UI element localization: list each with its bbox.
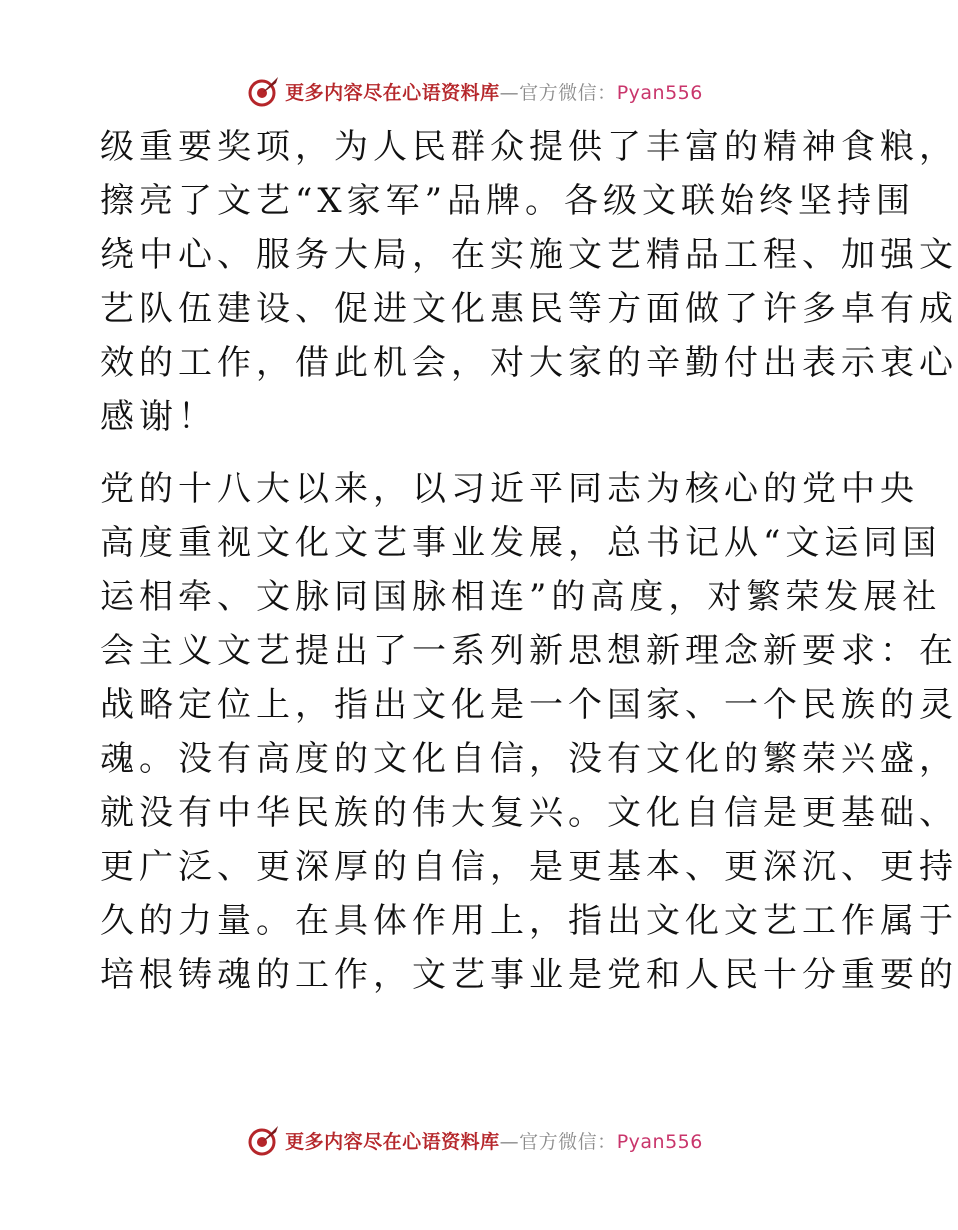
text-line: 会主义文艺提出了一系列新思想新理念新要求：在 xyxy=(100,631,958,671)
banner-wechat-label: 官方微信： xyxy=(519,1130,617,1153)
banner-dash: — xyxy=(499,81,520,104)
text-line: 更广泛、更深厚的自信，是更基本、更深沉、更持 xyxy=(100,847,958,887)
quill-logo-icon xyxy=(247,1123,281,1157)
text-line: 党的十八大以来，以习近平同志为核心的党中央 xyxy=(100,469,919,509)
banner-text xyxy=(285,1127,703,1154)
text-line: 艺队伍建设、促进文化惠民等方面做了许多卓有成 xyxy=(100,289,958,329)
banner-text xyxy=(285,78,703,105)
banner-wechat-id: Pyan556 xyxy=(616,1130,703,1153)
banner-wechat-label: 官方微信： xyxy=(519,81,617,104)
text-line: 效的工作，借此机会，对大家的辛勤付出表示衷心 xyxy=(100,343,958,383)
text-line: 战略定位上，指出文化是一个国家、一个民族的灵 xyxy=(100,685,958,725)
text-line: 魂。没有高度的文化自信，没有文化的繁荣兴盛， xyxy=(100,739,958,779)
paragraph-gap xyxy=(100,444,852,462)
text-line: 久的力量。在具体作用上，指出文化文艺工作属于 xyxy=(100,901,958,941)
text-line: 就没有中华民族的伟大复兴。文化自信是更基础、 xyxy=(100,793,958,833)
text-line: 高度重视文化文艺事业发展，总书记从“文运同国 xyxy=(100,523,942,563)
banner-wechat-id: Pyan556 xyxy=(616,81,703,104)
banner-main-text: 更多内容尽在心语资料库 xyxy=(285,81,500,104)
text-line: 擦亮了文艺“X家军”品牌。各级文联始终坚持围 xyxy=(100,181,915,221)
paragraph-2 xyxy=(100,462,958,1002)
banner-main-text: 更多内容尽在心语资料库 xyxy=(285,1130,500,1153)
text-line: 感谢！ xyxy=(100,397,217,437)
document-body xyxy=(100,120,958,1002)
banner-dash: — xyxy=(499,1130,520,1153)
text-line: 培根铸魂的工作，文艺事业是党和人民十分重要的 xyxy=(100,955,958,995)
text-line: 绕中心、服务大局，在实施文艺精品工程、加强文 xyxy=(100,235,958,275)
quill-logo-icon xyxy=(247,74,281,108)
paragraph-1 xyxy=(100,120,958,444)
text-line: 级重要奖项，为人民群众提供了丰富的精神食粮， xyxy=(100,127,958,167)
header-banner xyxy=(0,71,950,111)
footer-banner xyxy=(0,1120,950,1160)
text-line: 运相牵、文脉同国脉相连”的高度，对繁荣发展社 xyxy=(100,577,942,617)
